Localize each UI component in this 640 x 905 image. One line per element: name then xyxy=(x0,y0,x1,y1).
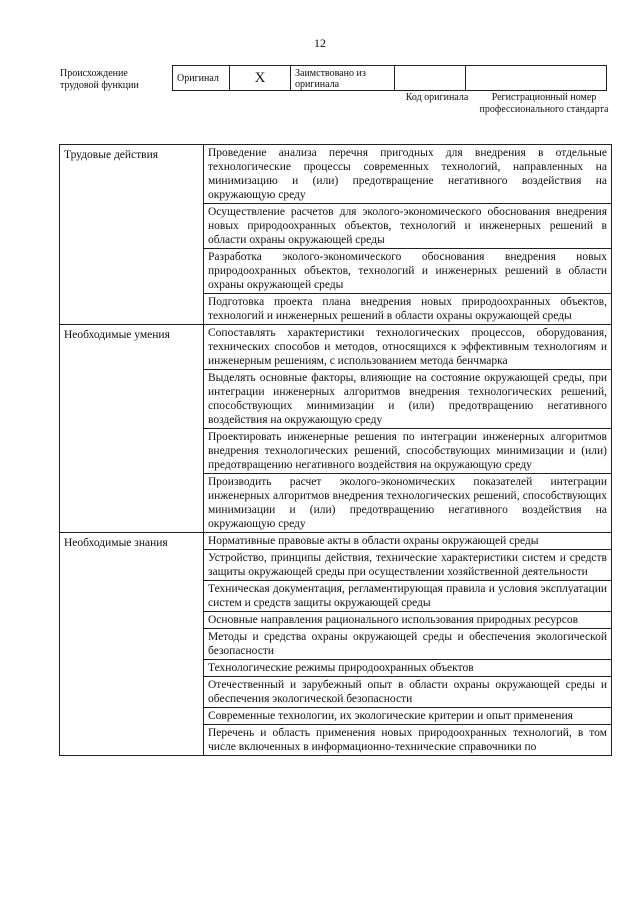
registration-caption: Регистрационный номер профессионального стандарта xyxy=(479,92,609,115)
section-item: Техническая документация, регламентирующая правила и условия эксплуатации систем и средств защиты окружающей среды xyxy=(204,581,612,612)
section-item: Перечень и область применения новых природоохранных технологий, в том числе включенных в информационно-технические справочники по xyxy=(204,725,612,756)
original-label: Оригинал xyxy=(173,66,230,91)
section-label: Необходимые умения xyxy=(60,325,204,533)
section-item: Нормативные правовые акты в области охраны окружающей среды xyxy=(204,533,612,550)
table-row xyxy=(60,145,612,204)
section-item: Основные направления рационального использования природных ресурсов xyxy=(204,612,612,629)
origin-label: Происхождение трудовой функции xyxy=(60,68,139,91)
table-row xyxy=(60,325,612,370)
section-item: Производить расчет эколого-экономических показателей интеграции инженерных алгоритмов внедрения технологических решений, способствующих минимизации и (или) предотвращению негативного воздействия на окружающую среду xyxy=(204,474,612,533)
section-item: Проведение анализа перечня пригодных для внедрения в отдельные технологические процессы современных технологий, направленных на минимизацию и (или) предотвращение негативного воздействия на окружающую среду xyxy=(204,145,612,204)
section-item: Проектировать инженерные решения по интеграции инженерных алгоритмов внедрения технологических решений, способствующих минимизации и (или) предотвращению негативного воздействия на окружающую среду xyxy=(204,429,612,474)
original-code-cell xyxy=(395,66,466,91)
section-item: Отечественный и зарубежный опыт в области охраны окружающей среды и обеспечения экологической безопасности xyxy=(204,677,612,708)
section-item: Выделять основные факторы, влияющие на состояние окружающей среды, при интеграции инженерных алгоритмов внедрения технологических решений, способствующих минимизации и (или) предотвращению негативного воздействия на окружающую среду xyxy=(204,370,612,429)
borrowed-label: Заимствовано из оригинала xyxy=(291,66,395,91)
page-number: 12 xyxy=(314,36,326,50)
section-item: Осуществление расчетов для эколого-экономического обоснования внедрения новых природоохранных объектов, технологий и инженерных решений в области охраны окружающей среды xyxy=(204,204,612,249)
labor-function-table xyxy=(59,144,612,756)
section-label: Трудовые действия xyxy=(60,145,204,325)
code-caption: Код оригинала xyxy=(405,92,469,103)
section-item: Методы и средства охраны окружающей среды и обеспечения экологической безопасности xyxy=(204,629,612,660)
table-row xyxy=(60,533,612,550)
original-mark: X xyxy=(230,66,291,91)
registration-number-cell xyxy=(466,66,607,91)
section-label: Необходимые знания xyxy=(60,533,204,756)
section-item: Современные технологии, их экологические критерии и опыт применения xyxy=(204,708,612,725)
section-item: Разработка эколого-экономического обоснования внедрения новых природоохранных объектов, технологий и инженерных решений в области охраны окружающей среды xyxy=(204,249,612,294)
section-item: Сопоставлять характеристики технологических процессов, оборудования, технических способов и методов, относящихся к эффективным технологиям и инженерным решениям, с использованием метода бенчмарка xyxy=(204,325,612,370)
section-item: Устройство, принципы действия, технические характеристики систем и средств защиты окружающей среды при осуществлении хозяйственной деятельности xyxy=(204,550,612,581)
section-item: Подготовка проекта плана внедрения новых природоохранных объектов, технологий и инженерных решений в области охраны окружающей среды xyxy=(204,294,612,325)
section-item: Технологические режимы природоохранных объектов xyxy=(204,660,612,677)
origin-table xyxy=(172,65,607,91)
